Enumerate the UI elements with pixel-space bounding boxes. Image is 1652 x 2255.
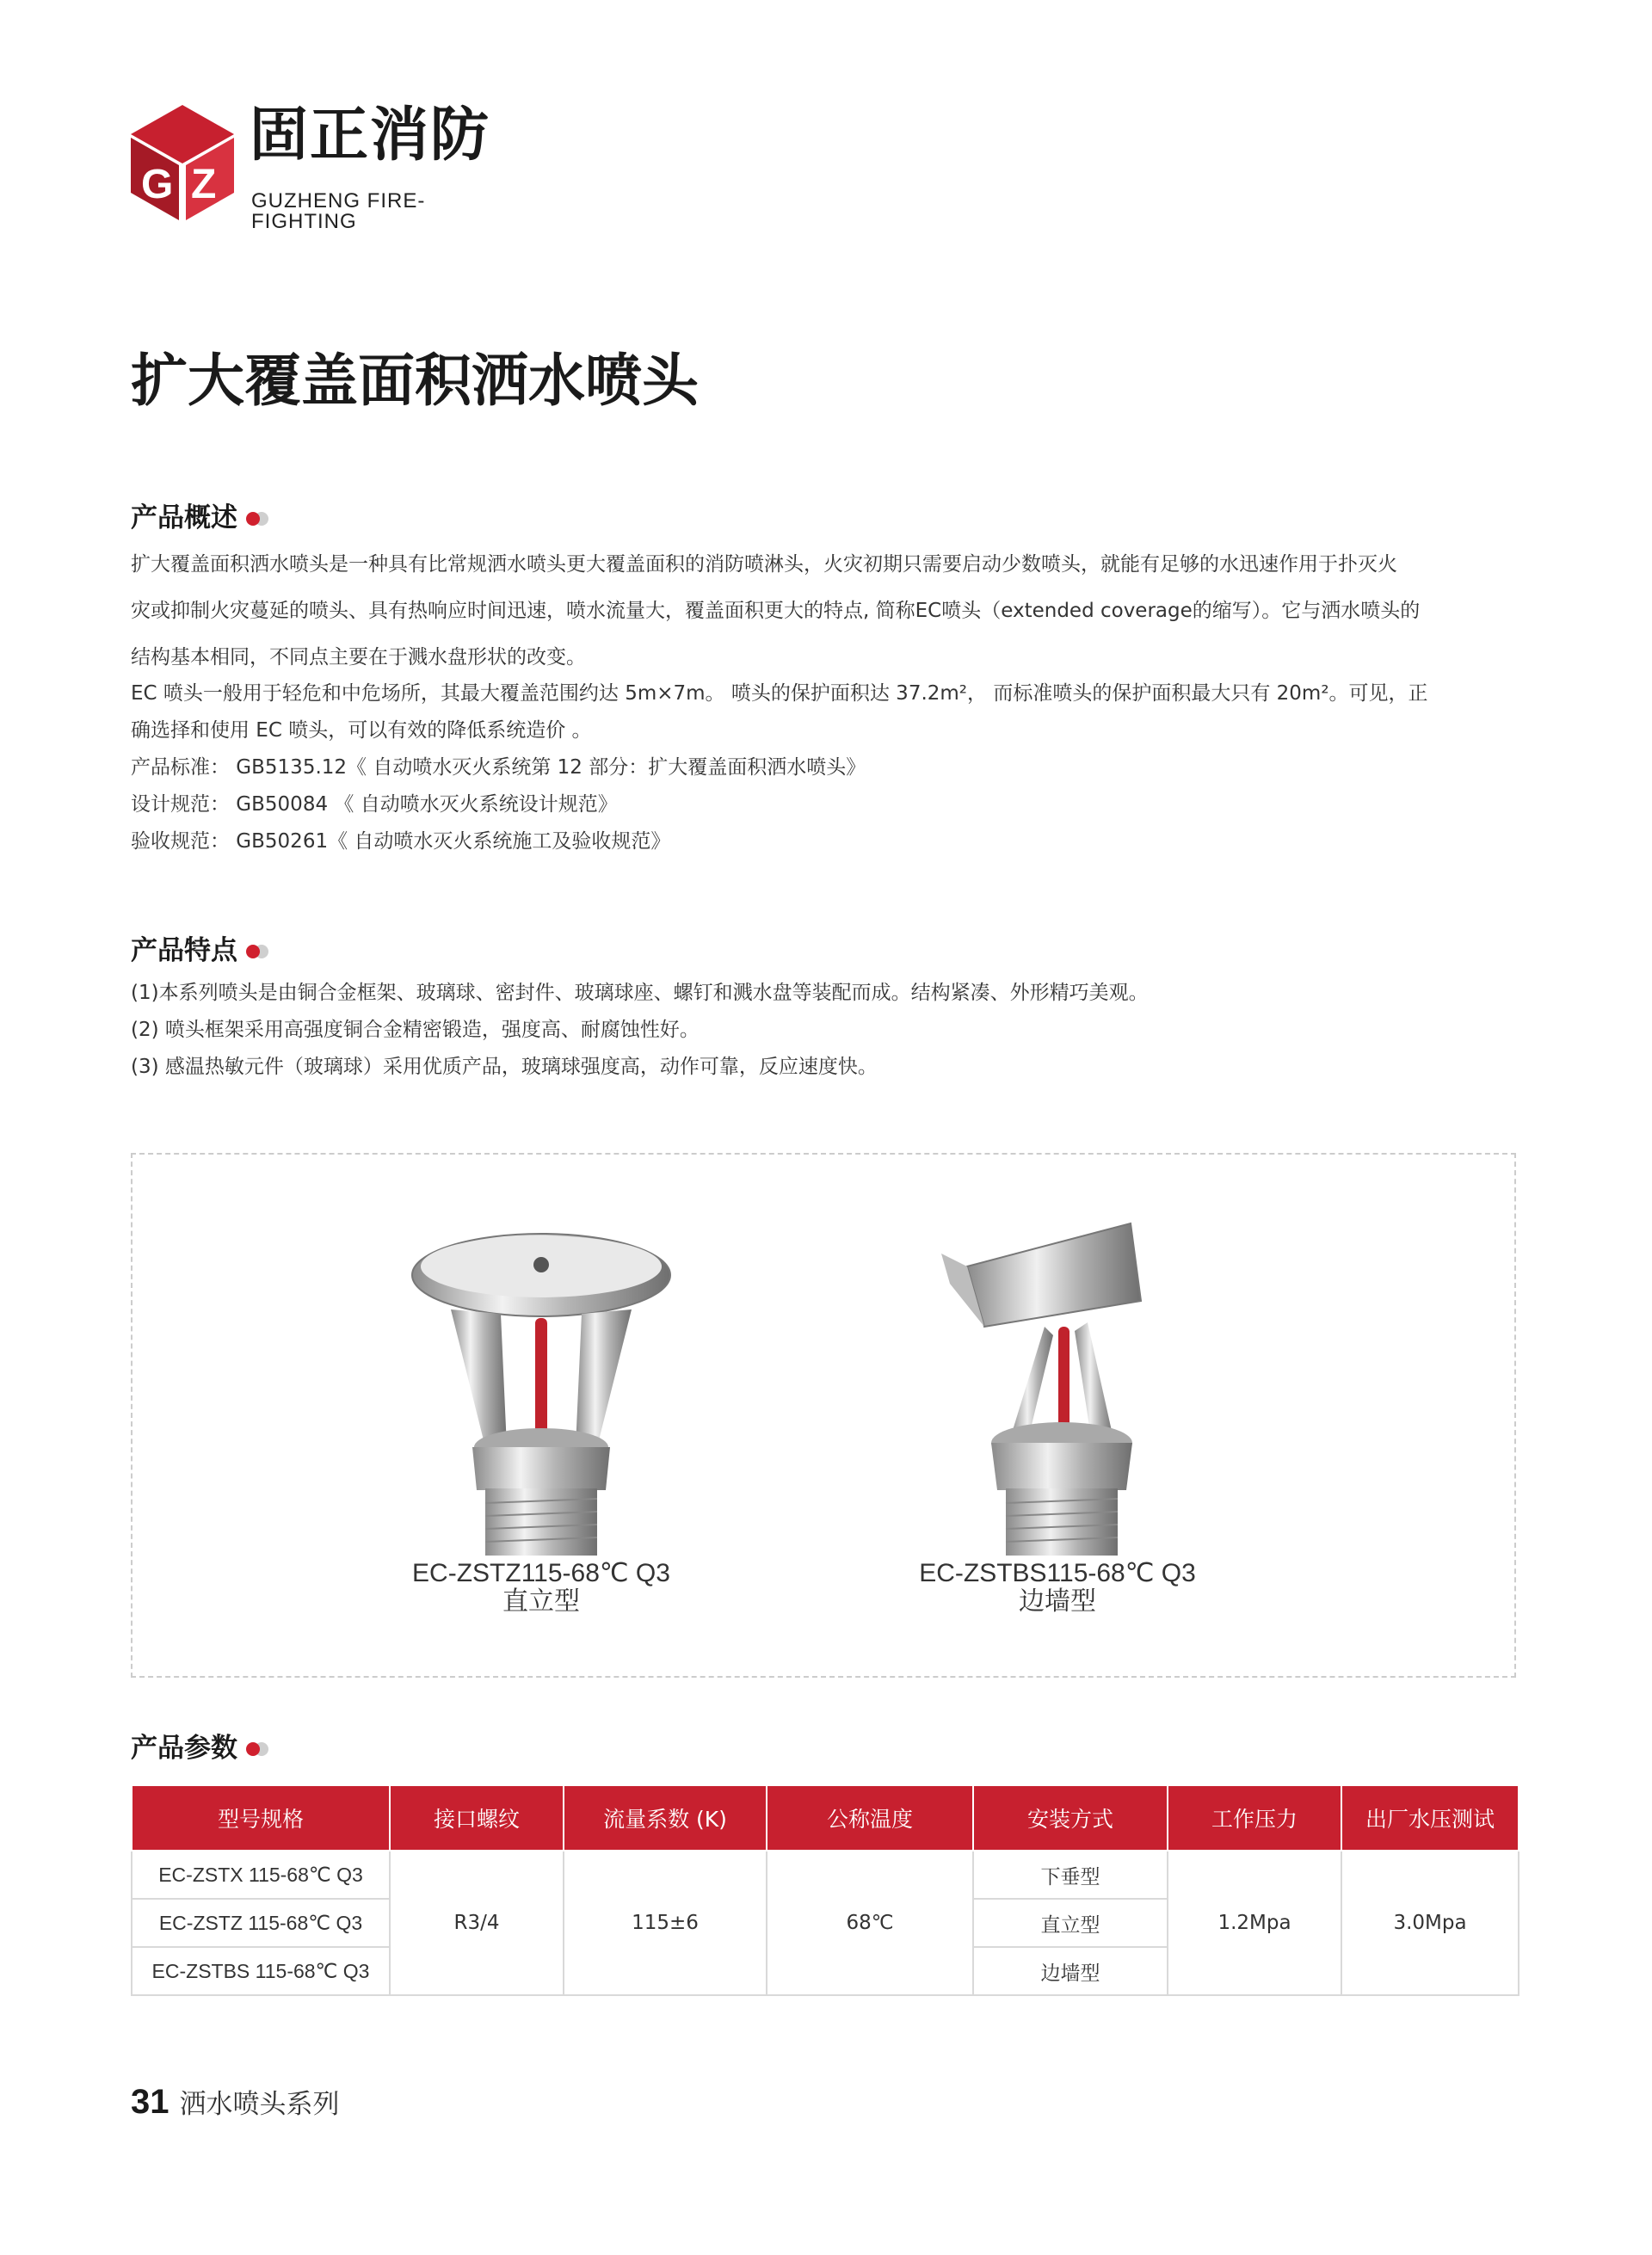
brand-name-en: GUZHENG FIRE-FIGHTING	[251, 189, 426, 233]
product-type: 边墙型	[1019, 1587, 1096, 1617]
working-pressure-cell: 1.2Mpa	[1168, 1851, 1341, 1995]
section-dot-icon	[246, 943, 270, 960]
thread-cell: R3/4	[390, 1851, 564, 1995]
series-name: 洒水喷头系列	[179, 2089, 340, 2120]
features-heading	[131, 935, 270, 966]
column-header: 安装方式	[973, 1785, 1168, 1851]
overview-line: 扩大覆盖面积洒水喷头是一种具有比常规洒水喷头更大覆盖面积的消防喷淋头，火灾初期只需要启动少数喷头，就能有足够的水迅速作用于扑灭火	[131, 553, 1397, 576]
install-type-cell: 边墙型	[973, 1947, 1168, 1995]
table-header-row	[132, 1785, 1519, 1851]
page-title: 扩大覆盖面积洒水喷头	[131, 348, 699, 414]
overview-heading-text: 产品概述	[131, 502, 237, 533]
overview-line: 灾或抑制火灾蔓延的喷头、具有热响应时间迅速，喷水流量大，覆盖面积更大的特点, 简称EC喷头（extended coverage的缩写）。它与洒水喷头的	[131, 600, 1421, 622]
product-model: EC-ZSTBS115-68℃ Q3	[919, 1559, 1196, 1587]
feature-item: (2) 喷头框架采用高强度铜合金精密锻造，强度高、耐腐蚀性好。	[131, 1019, 700, 1041]
design-spec-line: 设计规范： GB50084 《 自动喷水灭火系统设计规范》	[131, 793, 618, 816]
install-type-cell: 直立型	[973, 1899, 1168, 1947]
gz-logo-icon	[129, 102, 237, 222]
feature-item: (3) 感温热敏元件（玻璃球）采用优质产品，玻璃球强度高，动作可靠，反应速度快。	[131, 1056, 878, 1078]
upright-sprinkler-image	[399, 1215, 683, 1559]
column-header: 工作压力	[1168, 1785, 1341, 1851]
acceptance-spec-line: 验收规范： GB50261《 自动喷水灭火系统施工及验收规范》	[131, 830, 671, 853]
temperature-cell: 68℃	[767, 1851, 973, 1995]
product-model: EC-ZSTZ115-68℃ Q3	[412, 1559, 670, 1587]
product-gallery	[131, 1153, 1516, 1678]
model-cell: EC-ZSTX 115-68℃ Q3	[132, 1851, 390, 1899]
product-sidewall	[915, 1206, 1199, 1616]
section-dot-icon	[246, 510, 270, 527]
page-number: 31	[131, 2083, 170, 2121]
column-header: 公称温度	[767, 1785, 973, 1851]
feature-item: (1)本系列喷头是由铜合金框架、玻璃球、密封件、玻璃球座、螺钉和溅水盘等装配而成。结构紧凑、外形精巧美观。	[131, 982, 1149, 1004]
test-pressure-cell: 3.0Mpa	[1341, 1851, 1519, 1995]
page-footer	[131, 2082, 340, 2122]
column-header: 出厂水压测试	[1341, 1785, 1519, 1851]
features-heading-text: 产品特点	[131, 935, 237, 966]
overview-line: 确选择和使用 EC 喷头，可以有效的降低系统造价 。	[131, 719, 592, 742]
params-heading-text: 产品参数	[131, 1733, 237, 1764]
params-table	[131, 1784, 1519, 1996]
params-heading	[131, 1735, 270, 1762]
svg-text:G: G	[141, 162, 174, 207]
column-header: 流量系数 (K)	[564, 1785, 767, 1851]
column-header: 接口螺纹	[390, 1785, 564, 1851]
brand-name-cn: 固正消防	[250, 102, 491, 169]
sidewall-sprinkler-image	[915, 1206, 1199, 1559]
model-cell: EC-ZSTZ 115-68℃ Q3	[132, 1899, 390, 1947]
column-header: 型号规格	[132, 1785, 390, 1851]
overview-line: EC 喷头一般用于轻危和中危场所，其最大覆盖范围约达 5m×7m。 喷头的保护面积达 37.2m²， 而标准喷头的保护面积最大只有 20m²。可见，正	[131, 682, 1428, 705]
product-type: 直立型	[502, 1587, 580, 1617]
table-row	[132, 1851, 1519, 1899]
model-cell: EC-ZSTBS 115-68℃ Q3	[132, 1947, 390, 1995]
k-factor-cell: 115±6	[564, 1851, 767, 1995]
overview-line: 结构基本相同，不同点主要在于溅水盘形状的改变。	[131, 646, 586, 668]
product-upright	[399, 1215, 683, 1616]
overview-heading	[131, 502, 270, 533]
section-dot-icon	[246, 1741, 270, 1758]
standard-line: 产品标准： GB5135.12《 自动喷水灭火系统第 12 部分：扩大覆盖面积洒水喷头》	[131, 756, 866, 779]
install-type-cell: 下垂型	[973, 1851, 1168, 1899]
svg-text:Z: Z	[191, 162, 217, 207]
brand-logo	[129, 102, 508, 233]
